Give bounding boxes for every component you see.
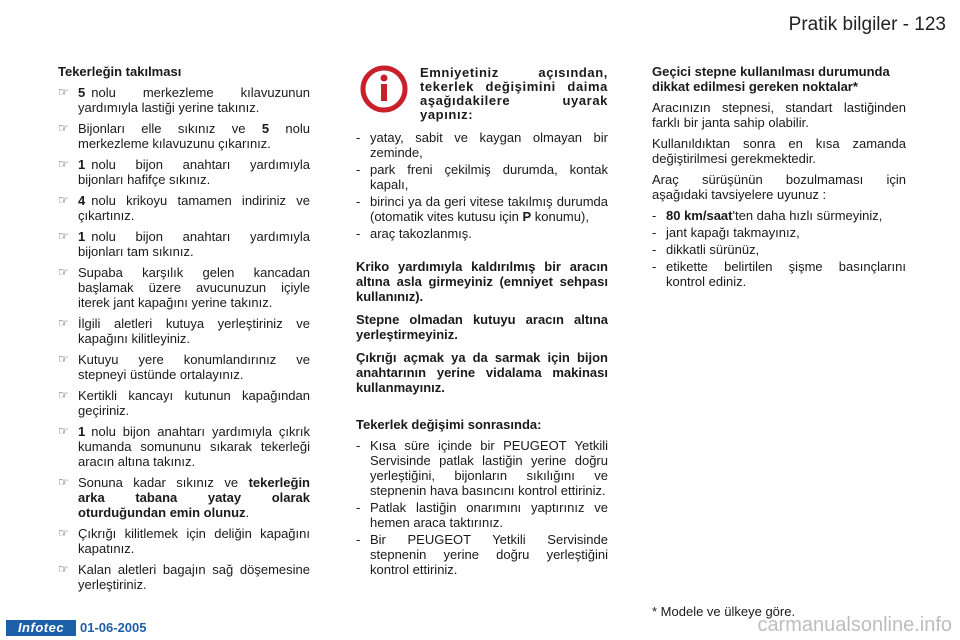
- column-tire-fitting: [58, 64, 310, 598]
- list-text: park freni çekilmiş durumda, kontak kapalı,: [370, 162, 608, 192]
- step-bold-text: tekerleğin arka tabana yatay olarak oturduğundan emin olunuz: [78, 475, 310, 520]
- gear-p-label: P: [522, 209, 532, 224]
- step-text: nolu merkezleme kılavuzunu çıkarınız.: [78, 121, 310, 151]
- step-text: nolu bijon anahtarı yardımıyla bijonları hafifçe sıkınız.: [78, 157, 310, 187]
- pointing-hand-icon: ☞: [58, 562, 69, 576]
- pointing-hand-icon: ☞: [58, 193, 69, 207]
- step-item: [58, 475, 310, 520]
- list-text: dikkatli sürünüz,: [666, 242, 760, 257]
- list-item: - birinci ya da geri vitese takılmış durumda (otomatik vites kutusu için P konumu),: [356, 194, 608, 224]
- step-item: [58, 424, 310, 469]
- pointing-hand-icon: ☞: [58, 157, 69, 171]
- pointing-hand-icon: ☞: [58, 85, 69, 99]
- footer-date: 01-06-2005: [80, 620, 147, 635]
- safety-warning: Çıkrığı açmak ya da sarmak için bijon anahtarının yerine vidalama makinası kullanmayınız.: [356, 350, 608, 395]
- list-item: - yatay, sabit ve kaygan olmayan bir zeminde,: [356, 130, 608, 160]
- step-text: Kertikli kancayı kutunun kapağından geçiriniz.: [78, 388, 310, 418]
- list-item: - Kısa süre içinde bir PEUGEOT Yetkili Servisinde patlak lastiğin yerine doğru yerleştiğini, bijonların sıkılığını ve stepnenin hava basıncını kontrol ettiriniz.: [356, 438, 608, 498]
- step-item: [58, 388, 310, 418]
- step-text: İlgili aletleri kutuya yerleştiriniz ve kapağını kilitleyiniz.: [78, 316, 310, 346]
- step-item: [58, 121, 310, 151]
- list-text: etikette belirtilen şişme basınçlarını kontrol ediniz.: [666, 259, 906, 289]
- pointing-hand-icon: ☞: [58, 526, 69, 540]
- section-heading: Geçici stepne kullanılması durumunda dikkat edilmesi gereken noktalar*: [652, 64, 890, 94]
- pointing-hand-icon: ☞: [58, 352, 69, 366]
- step-item: [58, 85, 310, 115]
- step-text: .: [245, 505, 250, 520]
- list-item: - araç takozlanmış.: [356, 226, 472, 241]
- step-item: [58, 157, 310, 187]
- step-number: 5: [78, 85, 86, 100]
- pointing-hand-icon: ☞: [58, 424, 69, 438]
- section-heading: Tekerlek değişimi sonrasında:: [356, 417, 542, 432]
- list-text: Bir PEUGEOT Yetkili Servisinde stepnenin yerine doğru yerleştiğini kontrol ettiriniz.: [370, 532, 608, 577]
- step-text: Sonuna kadar sıkınız ve: [78, 475, 249, 490]
- step-text: nolu merkezleme kılavuzunun yardımıyla lastiği yerine takınız.: [78, 85, 310, 115]
- step-text: Çıkrığı kilitlemek için deliğin kapağını kapatınız.: [78, 526, 310, 556]
- list-item: - jant kapağı takmayınız,: [652, 225, 800, 240]
- step-item: [58, 316, 310, 346]
- list-item: - etikette belirtilen şişme basınçlarını kontrol ediniz.: [652, 259, 906, 289]
- step-text: nolu krikoyu tamamen indiriniz ve çıkartınız.: [78, 193, 310, 223]
- list-text: Patlak lastiğin onarımını yaptırınız ve hemen araca taktırınız.: [370, 500, 608, 530]
- infotec-logo: Infotec: [6, 620, 76, 636]
- list-item: - dikkatli sürünüz,: [652, 242, 760, 257]
- watermark: carmanualsonline.info: [757, 614, 952, 636]
- list-text: jant kapağı takmayınız,: [666, 225, 800, 240]
- step-item: [58, 526, 310, 556]
- step-number: 1: [78, 424, 86, 439]
- step-number: 4: [78, 193, 86, 208]
- list-item: - 80 km/saat'ten daha hızlı sürmeyiniz,: [652, 208, 883, 223]
- pointing-hand-icon: ☞: [58, 316, 69, 330]
- list-item: - Bir PEUGEOT Yetkili Servisinde stepnenin yerine doğru yerleştiğini kontrol ettiriniz.: [356, 532, 608, 577]
- column-safety: [356, 64, 608, 579]
- step-text: Kalan aletleri bagajın sağ döşemesine yerleştiriniz.: [78, 562, 310, 592]
- section-heading: Tekerleğin takılması: [58, 64, 182, 79]
- pointing-hand-icon: ☞: [58, 388, 69, 402]
- footnote: * Modele ve ülkeye göre.: [652, 604, 796, 619]
- warning-title: Emniyetiniz açısından, tekerlek değişimini daima aşağıdakilere uyarak yapınız:: [420, 65, 608, 122]
- list-text: konumu),: [531, 209, 589, 224]
- list-text: araç takozlanmış.: [370, 226, 472, 241]
- step-item: [58, 352, 310, 382]
- pointing-hand-icon: ☞: [58, 229, 69, 243]
- step-text: Kutuyu yere konumlandırınız ve stepneyi üstünde ortalayınız.: [78, 352, 310, 382]
- pointing-hand-icon: ☞: [58, 265, 69, 279]
- speed-limit: 80 km/saat: [666, 208, 733, 223]
- step-text: nolu bijon anahtarı yardımıyla bijonları tam sıkınız.: [78, 229, 310, 259]
- safety-warning: Kriko yardımıyla kaldırılmış bir aracın altına asla girmeyiniz (emniyet sehpası kullanınız).: [356, 259, 608, 304]
- safety-warning: Stepne olmadan kutuyu aracın altına yerleştirmeyiniz.: [356, 312, 608, 342]
- step-item: [58, 265, 310, 310]
- column-temporary-spare: [652, 64, 906, 291]
- step-text: Supaba karşılık gelen kancadan başlamak üzere avucunuzun içiyle iterek jant kapağını yerine takınız.: [78, 265, 310, 310]
- list-text: yatay, sabit ve kaygan olmayan bir zeminde,: [370, 130, 608, 160]
- paragraph: Kullanıldıktan sonra en kısa zamanda değiştirilmesi gerekmektedir.: [652, 136, 906, 166]
- step-number: 5: [261, 121, 270, 136]
- step-number: 1: [78, 229, 86, 244]
- paragraph: Araç sürüşünün bozulmaması için aşağıdaki tavsiyelere uyunuz :: [652, 172, 906, 202]
- step-item: [58, 193, 310, 223]
- page-header: Pratik bilgiler - 123: [788, 14, 946, 35]
- step-text: nolu bijon anahtarı yardımıyla çıkrık kumanda somununu sıkarak tekerleği aracın altına takınız.: [78, 424, 310, 469]
- list-text: birinci ya da geri vitese takılmış durumda (otomatik vites kutusu için: [370, 194, 608, 224]
- step-item: [58, 229, 310, 259]
- pointing-hand-icon: ☞: [58, 121, 69, 135]
- list-text: Kısa süre içinde bir PEUGEOT Yetkili Servisinde patlak lastiğin yerine doğru yerleştiğini, bijonların sıkılığını ve stepnenin hava basıncını kontrol ettiriniz.: [370, 438, 608, 498]
- list-item: - park freni çekilmiş durumda, kontak kapalı,: [356, 162, 608, 192]
- step-text: Bijonları elle sıkınız ve: [78, 121, 262, 136]
- pointing-hand-icon: ☞: [58, 475, 69, 489]
- paragraph: Aracınızın stepnesi, standart lastiğinden farklı bir janta sahip olabilir.: [652, 100, 906, 130]
- list-item: - Patlak lastiğin onarımını yaptırınız ve hemen araca taktırınız.: [356, 500, 608, 530]
- warning-block: [356, 64, 608, 122]
- step-item: [58, 562, 310, 592]
- info-warning-icon: [356, 64, 412, 114]
- step-number: 1: [78, 157, 86, 172]
- list-text: 'ten daha hızlı sürmeyiniz,: [732, 208, 883, 223]
